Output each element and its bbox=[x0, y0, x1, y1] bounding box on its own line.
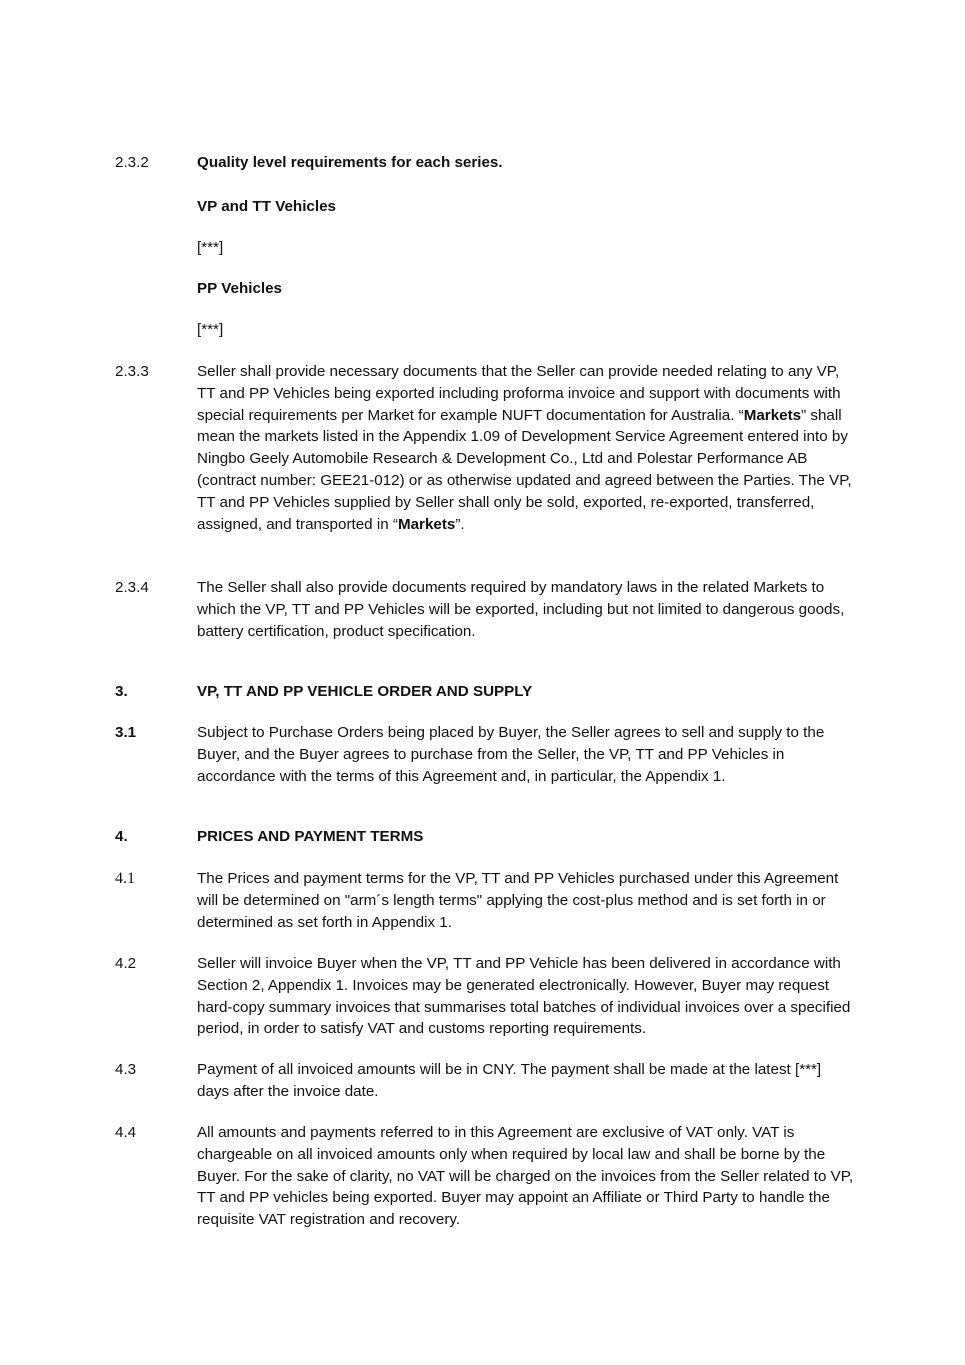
redacted-text: [***] bbox=[197, 321, 224, 338]
section-paragraph bbox=[197, 361, 855, 535]
section-number: 3.1 bbox=[115, 724, 137, 741]
defined-term: Markets bbox=[743, 406, 802, 424]
section-paragraph: The Prices and payment terms for the VP, TT and PP Vehicles purchased under this Agreement will be determined on "arm´s length terms" applying the cost-plus method and is set forth in or determined as set forth in Appendix 1. bbox=[197, 870, 839, 931]
section-number: 4.2 bbox=[115, 955, 137, 972]
section-number: 4.4 bbox=[115, 1124, 137, 1141]
pp-subheading: PP Vehicles bbox=[197, 280, 282, 297]
redacted-text: [***] bbox=[197, 239, 224, 256]
paragraph-text: ”. bbox=[455, 515, 465, 533]
section-number: 3. bbox=[115, 683, 128, 700]
section-paragraph: Payment of all invoiced amounts will be in CNY. The payment shall be made at the latest [***] days after the invoice date. bbox=[197, 1061, 822, 1100]
section-paragraph: The Seller shall also provide documents required by mandatory laws in the related Markets to which the VP, TT and PP Vehicles will be exported, including but not limited to dangerous goods, battery certification, product specification. bbox=[197, 579, 845, 640]
defined-term: Markets bbox=[397, 515, 456, 533]
paragraph-text: Seller shall provide necessary documents that the Seller can provide needed relating to any VP, TT and PP Vehicles being exported including proforma invoice and support with documents with special requirements per Market for example NUFT documentation for Australia. “ bbox=[197, 363, 841, 424]
section-number: 2.3.2 bbox=[115, 154, 149, 171]
section-title: Quality level requirements for each series. bbox=[197, 154, 503, 171]
section-title: VP, TT AND PP VEHICLE ORDER AND SUPPLY bbox=[197, 683, 533, 700]
section-number: 4.1 bbox=[115, 870, 135, 887]
section-number: 4.3 bbox=[115, 1061, 137, 1078]
section-body bbox=[197, 152, 855, 174]
section-paragraph: All amounts and payments referred to in this Agreement are exclusive of VAT only. VAT is chargeable on all invoiced amounts only when required by local law and shall be borne by the Buyer. For the sake of clarity, no VAT will be charged on the invoices from the Seller related to VP, TT and PP vehicles being exported. Buyer may appoint an Affiliate or Third Party to handle the requisite VAT registration and recovery. bbox=[197, 1124, 854, 1229]
section-title: PRICES AND PAYMENT TERMS bbox=[197, 828, 424, 845]
section-paragraph: Seller will invoice Buyer when the VP, TT and PP Vehicle has been delivered in accordance with Section 2, Appendix 1. Invoices may be generated electronically. However, Buyer may request hard-copy summary invoices that summarises total batches of individual invoices over a specified period, in order to satisfy VAT and customs reporting requirements. bbox=[197, 955, 851, 1038]
section-paragraph: Subject to Purchase Orders being placed by Buyer, the Seller agrees to sell and supply to the Buyer, and the Buyer agrees to purchase from the Seller, the VP, TT and PP Vehicles in accordance with the terms of this Agreement and, in particular, the Appendix 1. bbox=[197, 724, 825, 785]
paragraph-text: ” shall mean the markets listed in the Appendix 1.09 of Development Service Agreement entered into by Ningbo Geely Automobile Research & Development Co., Ltd and Polestar Performance AB (contract number: GEE21-012) or as otherwise updated and agreed between the Parties. The VP, TT and PP Vehicles supplied by Seller shall only be sold, exported, re-exported, transferred, assigned, and transported in “ bbox=[197, 406, 852, 533]
section-number: 2.3.4 bbox=[115, 579, 149, 596]
section-number: 4. bbox=[115, 828, 128, 845]
section-number: 2.3.3 bbox=[115, 363, 149, 380]
vp-tt-subheading: VP and TT Vehicles bbox=[197, 198, 336, 215]
